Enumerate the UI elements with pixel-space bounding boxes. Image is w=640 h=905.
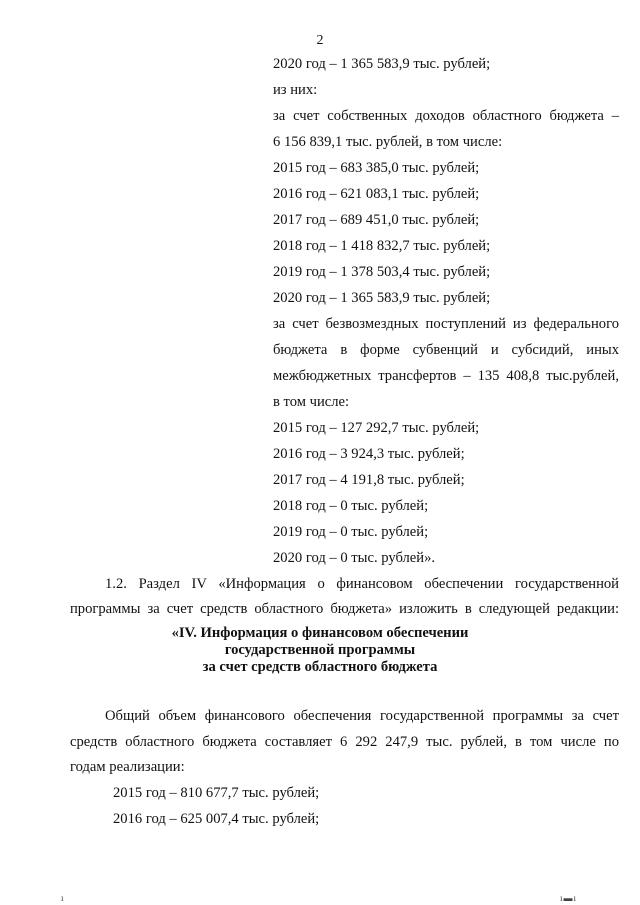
- column-line: межбюджетных трансфертов – 135 408,8 тыс.рублей,: [273, 368, 619, 384]
- column-line: 2018 год – 1 418 832,7 тыс. рублей;: [273, 238, 491, 254]
- paragraph-line: программы за счет средств областного бюджета» изложить в следующей редакции:: [70, 601, 619, 617]
- year-line: 2015 год – 810 677,7 тыс. рублей;: [113, 785, 320, 801]
- column-line: 2017 год – 689 451,0 тыс. рублей;: [273, 212, 480, 228]
- column-line: 6 156 839,1 тыс. рублей, в том числе:: [273, 134, 503, 150]
- column-line: 2019 год – 0 тыс. рублей;: [273, 524, 429, 540]
- column-line: за счет собственных доходов областного бюджета –: [273, 108, 619, 124]
- column-line: 2020 год – 1 365 583,9 тыс. рублей;: [273, 56, 491, 72]
- column-line: за счет безвозмездных поступлений из федерального: [273, 316, 619, 332]
- column-line: 2016 год – 621 083,1 тыс. рублей;: [273, 186, 480, 202]
- paragraph-line: годам реализации:: [70, 759, 185, 775]
- column-line: 2018 год – 0 тыс. рублей;: [273, 498, 429, 514]
- paragraph-line: средств областного бюджета составляет 6 292 247,9 тыс. рублей, в том числе по: [70, 734, 619, 750]
- column-line: из них:: [273, 82, 318, 98]
- paragraph-line: Общий объем финансового обеспечения государственной программы за счет: [105, 708, 619, 724]
- scan-mark-right: ı▬ı: [560, 893, 578, 903]
- column-line: бюджета в форме субвенций и субсидий, иных: [273, 342, 619, 358]
- column-line: 2017 год – 4 191,8 тыс. рублей;: [273, 472, 465, 488]
- paragraph-line: 1.2. Раздел IV «Информация о финансовом обеспечении государственной: [105, 576, 619, 592]
- year-line: 2016 год – 625 007,4 тыс. рублей;: [113, 811, 320, 827]
- column-line: 2019 год – 1 378 503,4 тыс. рублей;: [273, 264, 491, 280]
- heading-line: за счет средств областного бюджета: [202, 659, 438, 675]
- column-line: 2020 год – 1 365 583,9 тыс. рублей;: [273, 290, 491, 306]
- heading-line: «IV. Информация о финансовом обеспечении: [171, 625, 469, 641]
- scan-mark-left: ı: [61, 893, 64, 903]
- column-line: 2016 год – 3 924,3 тыс. рублей;: [273, 446, 465, 462]
- page-number: 2: [316, 33, 324, 48]
- column-line: в том числе:: [273, 394, 350, 410]
- column-line: 2020 год – 0 тыс. рублей».: [273, 550, 436, 566]
- column-line: 2015 год – 683 385,0 тыс. рублей;: [273, 160, 480, 176]
- column-line: 2015 год – 127 292,7 тыс. рублей;: [273, 420, 480, 436]
- heading-line: государственной программы: [224, 642, 416, 658]
